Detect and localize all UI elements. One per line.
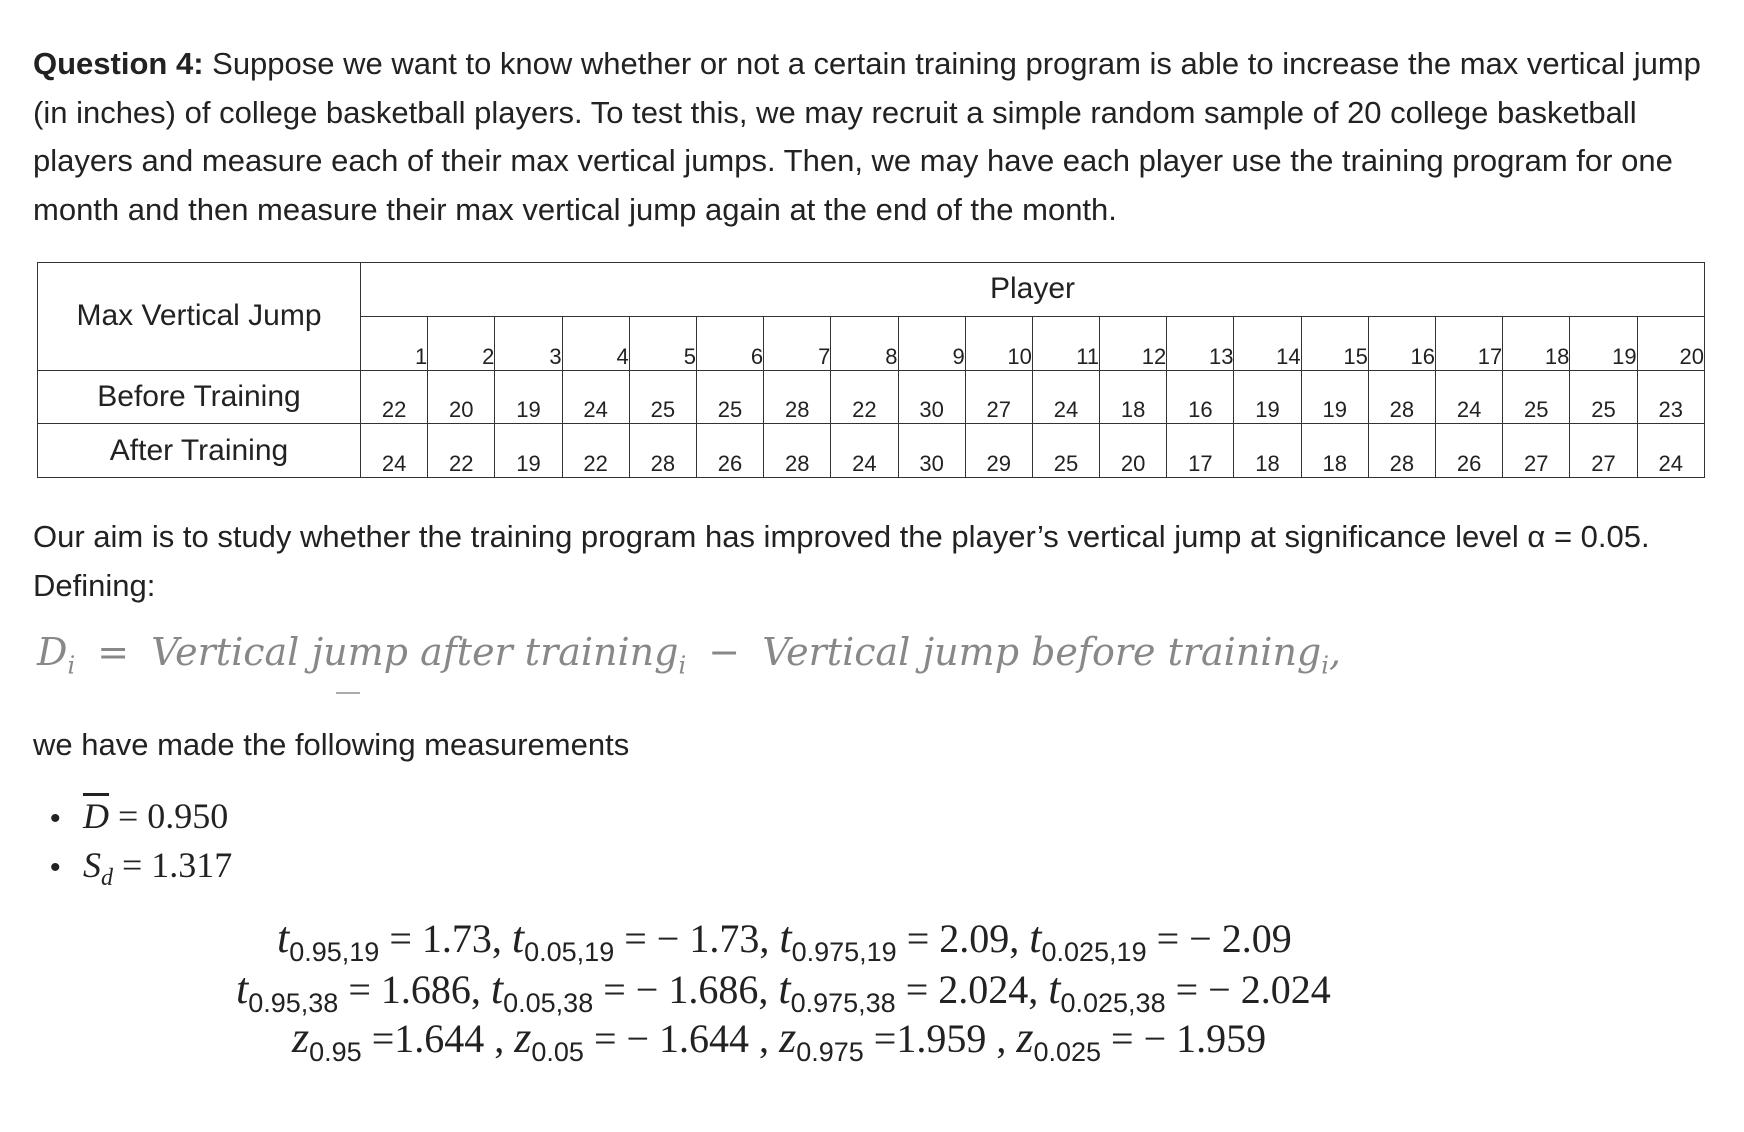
critical-value: = − 2.09: [1146, 916, 1292, 961]
table-cell: 22: [361, 370, 428, 424]
critical-value: = − 1.644 ,: [583, 1016, 780, 1061]
critical-subscript: 0.05: [531, 1037, 584, 1067]
table-cell: 28: [629, 424, 696, 478]
table-cell: 20: [1100, 424, 1167, 478]
table-cell: 24: [1032, 370, 1099, 424]
critical-symbol: z: [514, 1013, 532, 1062]
formula-term-after-sub: i: [678, 651, 687, 680]
formula-lhs: D: [37, 630, 68, 674]
table-cell: 24: [1637, 424, 1704, 478]
critical-value: = 2.024,: [895, 967, 1049, 1012]
stat-symbol-sd: S: [83, 845, 101, 885]
critical-symbol: t: [778, 964, 791, 1013]
critical-symbol: t: [1029, 913, 1042, 962]
stray-bar-mark: [336, 692, 360, 694]
table-cell: 19: [495, 424, 562, 478]
table-cell: 19: [1234, 370, 1301, 424]
player-number-cell: 10: [965, 316, 1032, 370]
player-number-cell: 20: [1637, 316, 1704, 370]
list-item: [50, 841, 232, 890]
table-row: [38, 370, 1705, 424]
critical-subscript: 0.05,19: [524, 937, 615, 967]
table-cell: 28: [1368, 424, 1435, 478]
table-cell: 19: [495, 370, 562, 424]
table-cell: 24: [831, 424, 898, 478]
critical-symbol: t: [236, 964, 249, 1013]
formula-term-before: Vertical jump before training: [762, 630, 1322, 674]
critical-value: = − 1.959: [1101, 1016, 1267, 1061]
corner-header: Max Vertical Jump: [38, 263, 361, 371]
critical-symbol: z: [1016, 1013, 1034, 1062]
critical-value: =1.959 ,: [863, 1016, 1017, 1061]
table-header-row: [38, 263, 1705, 317]
formula-trailing-comma: ,: [1328, 630, 1342, 674]
critical-symbol: t: [779, 913, 792, 962]
aim-paragraph: [33, 513, 1723, 610]
table-row: [38, 424, 1705, 478]
player-number-cell: 9: [898, 316, 965, 370]
difference-definition-formula: [37, 630, 1341, 680]
critical-subscript: 0.95,38: [248, 988, 339, 1018]
table-cell: 30: [898, 370, 965, 424]
question-text: Suppose we want to know whether or not a certain training program is able to increase the max vertical jump (in inches) of college basketball players. To test this, we may recruit a simple random sample of 20 college basketball players and measure each of their max vertical jumps. Then, we may have each player use the training program for one month and then measure their max vertical jump again at the end of the month.: [33, 46, 1701, 227]
formula-lhs-sub: i: [67, 651, 76, 680]
list-item: [50, 792, 232, 841]
table-cell: 25: [1032, 424, 1099, 478]
table-cell: 23: [1637, 370, 1704, 424]
measurement-list: [50, 792, 232, 890]
critical-symbol: t: [511, 913, 525, 962]
formula-equals: =: [97, 630, 130, 674]
player-number-cell: 3: [495, 316, 562, 370]
critical-subscript: 0.975,19: [791, 937, 897, 967]
bullet-icon: •: [50, 802, 61, 835]
critical-subscript: 0.975,38: [790, 988, 896, 1018]
table-cell: 25: [1570, 370, 1637, 424]
stat-value-sd: = 1.317: [122, 845, 233, 885]
player-number-cell: 13: [1167, 316, 1234, 370]
critical-value: = 1.73,: [379, 916, 512, 961]
table-cell: 30: [898, 424, 965, 478]
player-number-cell: 19: [1570, 316, 1637, 370]
critical-value: = 2.09,: [896, 916, 1030, 961]
table-cell: 22: [831, 370, 898, 424]
formula-minus: −: [708, 630, 741, 674]
player-number-cell: 15: [1301, 316, 1368, 370]
aim-text: Our aim is to study whether the training program has improved the player’s vertical jump at significance level α = 0.05.: [33, 519, 1650, 554]
critical-symbol: t: [1048, 964, 1061, 1013]
vertical-jump-table: [37, 262, 1705, 478]
table-cell: 18: [1301, 424, 1368, 478]
critical-value: = − 2.024: [1165, 967, 1331, 1012]
critical-symbol: z: [779, 1013, 797, 1062]
table-cell: 20: [428, 370, 495, 424]
table-cell: 24: [361, 424, 428, 478]
table-cell: 17: [1167, 424, 1234, 478]
critical-value: =1.644 ,: [361, 1016, 515, 1061]
row-label: Before Training: [38, 370, 361, 424]
stat-symbol-dbar: $\overline{D}$: [83, 796, 109, 836]
table-cell: 25: [629, 370, 696, 424]
table-cell: 28: [764, 370, 831, 424]
table-cell: 25: [696, 370, 763, 424]
table-cell: 26: [1436, 424, 1503, 478]
critical-symbol: z: [292, 1013, 310, 1062]
question-label: Question 4:: [33, 46, 204, 81]
critical-subscript: 0.05,38: [503, 988, 594, 1018]
critical-value: = − 1.73,: [614, 916, 780, 961]
player-number-cell: 4: [562, 316, 629, 370]
critical-subscript: 0.975: [796, 1037, 864, 1067]
player-number-cell: 14: [1234, 316, 1301, 370]
table-cell: 22: [562, 424, 629, 478]
critical-value-line: [0, 1012, 1744, 1068]
row-label: After Training: [38, 424, 361, 478]
critical-value-line: [0, 963, 1744, 1019]
critical-subscript: 0.95: [309, 1037, 362, 1067]
table-cell: 18: [1234, 424, 1301, 478]
table-cell: 27: [1570, 424, 1637, 478]
table-cell: 27: [965, 370, 1032, 424]
critical-value-line: [0, 912, 1744, 968]
table-cell: 28: [764, 424, 831, 478]
critical-value: = − 1.686,: [593, 967, 779, 1012]
formula-term-before-sub: i: [1321, 651, 1329, 680]
player-number-cell: 11: [1032, 316, 1099, 370]
stat-value-dbar: = 0.950: [118, 796, 229, 836]
defining-label: Defining:: [33, 567, 156, 603]
table-cell: 22: [428, 424, 495, 478]
player-number-cell: 8: [831, 316, 898, 370]
table-cell: 16: [1167, 370, 1234, 424]
formula-term-after: Vertical jump after training: [151, 630, 679, 674]
table-cell: 27: [1503, 424, 1570, 478]
measurements-intro: we have made the following measurements: [33, 727, 630, 762]
critical-symbol: t: [277, 913, 290, 962]
player-number-cell: 2: [428, 316, 495, 370]
critical-subscript: 0.95,19: [289, 937, 380, 967]
bullet-icon: •: [50, 851, 61, 884]
player-group-header: Player: [361, 263, 1705, 317]
critical-subscript: 0.025,38: [1060, 988, 1166, 1018]
table-cell: 26: [696, 424, 763, 478]
table-cell: 18: [1100, 370, 1167, 424]
player-number-cell: 17: [1436, 316, 1503, 370]
question-paragraph: [33, 40, 1713, 234]
table-cell: 25: [1503, 370, 1570, 424]
table-cell: 24: [562, 370, 629, 424]
critical-value: = 1.686,: [338, 967, 491, 1012]
critical-subscript: 0.025,19: [1041, 937, 1147, 967]
player-number-cell: 18: [1503, 316, 1570, 370]
player-number-cell: 5: [629, 316, 696, 370]
critical-subscript: 0.025: [1033, 1037, 1102, 1067]
table-cell: 29: [965, 424, 1032, 478]
stat-sub-sd: d: [101, 865, 113, 892]
table-cell: 24: [1436, 370, 1503, 424]
table-cell: 28: [1368, 370, 1435, 424]
player-number-cell: 7: [764, 316, 831, 370]
player-number-cell: 6: [696, 316, 763, 370]
player-number-cell: 12: [1100, 316, 1167, 370]
player-number-cell: 16: [1368, 316, 1435, 370]
table-cell: 19: [1301, 370, 1368, 424]
critical-symbol: t: [490, 964, 504, 1013]
player-number-cell: 1: [361, 316, 428, 370]
